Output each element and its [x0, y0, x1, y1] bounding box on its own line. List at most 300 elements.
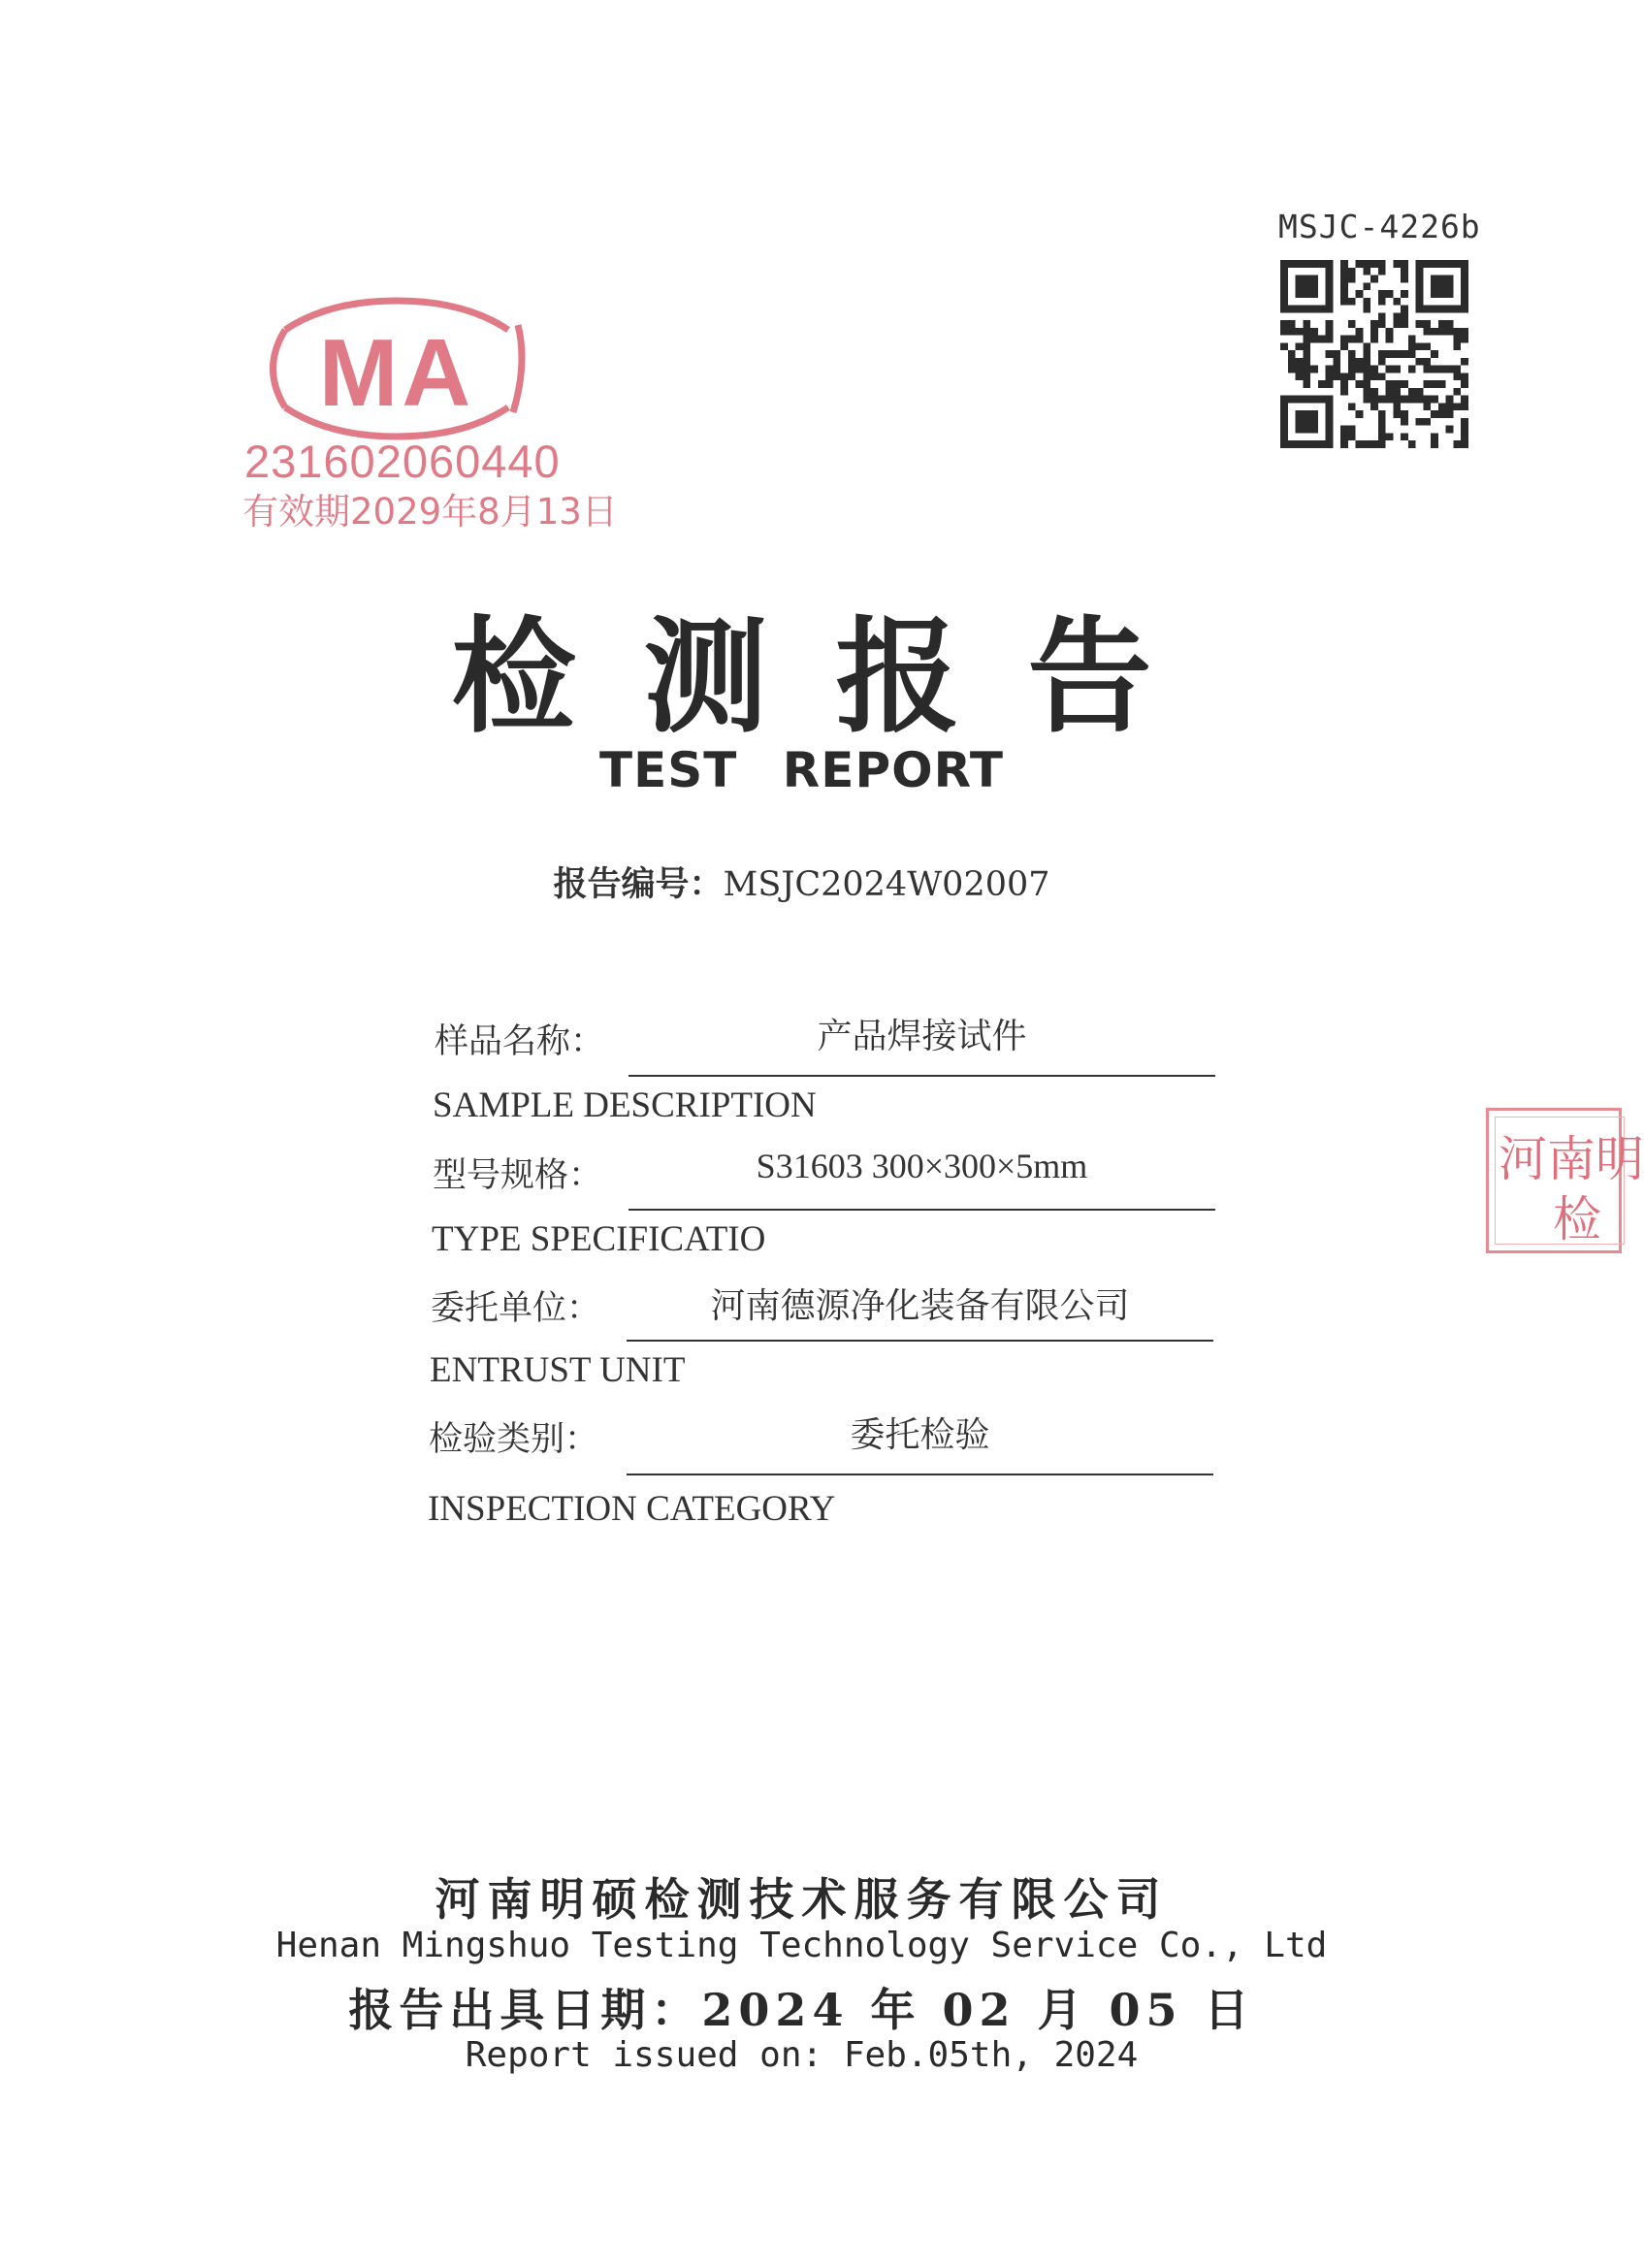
- qr-module: [1461, 418, 1468, 426]
- qr-module: [1370, 440, 1378, 448]
- qr-module: [1423, 320, 1431, 328]
- qr-module: [1378, 350, 1386, 358]
- qr-module: [1296, 342, 1304, 350]
- qr-module: [1431, 380, 1438, 388]
- qr-module: [1363, 358, 1370, 366]
- qr-module: [1303, 426, 1310, 434]
- qr-module: [1416, 418, 1424, 426]
- qr-module: [1310, 426, 1318, 434]
- qr-module: [1303, 410, 1310, 418]
- qr-module: [1318, 336, 1326, 343]
- qr-module: [1401, 433, 1408, 440]
- qr-module: [1378, 373, 1386, 380]
- qr-module: [1363, 282, 1370, 290]
- qr-module: [1438, 282, 1446, 290]
- qr-module: [1326, 403, 1334, 410]
- qr-module: [1363, 260, 1370, 268]
- qr-module: [1340, 260, 1348, 268]
- qr-module: [1288, 440, 1296, 448]
- qr-module: [1453, 336, 1461, 343]
- qr-module: [1438, 306, 1446, 313]
- qr-module: [1461, 358, 1468, 366]
- issue-date-cn: 报告出具日期：2024 年 02 月 05 日: [348, 1984, 1255, 2036]
- qr-module: [1438, 290, 1446, 298]
- qr-module: [1280, 440, 1288, 448]
- qr-module: [1303, 336, 1310, 343]
- qr-module: [1378, 268, 1386, 275]
- inspection-category-value: 委托检验: [850, 1415, 990, 1455]
- qr-module: [1296, 418, 1304, 426]
- qr-module: [1431, 328, 1438, 336]
- qr-module: [1356, 260, 1364, 268]
- qr-module: [1378, 358, 1386, 366]
- qr-module: [1438, 328, 1446, 336]
- qr-module: [1401, 418, 1408, 426]
- qr-module: [1326, 282, 1334, 290]
- qr-module: [1303, 380, 1310, 388]
- qr-module: [1461, 380, 1468, 388]
- qr-module: [1363, 388, 1370, 396]
- qr-module: [1453, 328, 1461, 336]
- qr-module: [1310, 418, 1318, 426]
- cma-certification-seal: [237, 291, 618, 534]
- entrust-unit-label: 委托单位：: [431, 1289, 601, 1328]
- qr-module: [1280, 426, 1288, 434]
- qr-module: [1438, 366, 1446, 373]
- qr-code-icon: [1280, 260, 1468, 448]
- qr-module: [1453, 260, 1461, 268]
- qr-module: [1446, 396, 1454, 404]
- qr-module: [1296, 410, 1304, 418]
- qr-module: [1363, 440, 1370, 448]
- entrust-unit-en-label: ENTRUST UNIT: [430, 1350, 686, 1390]
- qr-module: [1461, 328, 1468, 336]
- qr-module: [1446, 366, 1454, 373]
- qr-module: [1423, 342, 1431, 350]
- qr-module: [1370, 320, 1378, 328]
- qr-module: [1296, 373, 1304, 380]
- qr-module: [1386, 433, 1394, 440]
- qr-module: [1348, 350, 1356, 358]
- qr-module: [1303, 290, 1310, 298]
- qr-module: [1378, 396, 1386, 404]
- qr-module: [1401, 312, 1408, 320]
- qr-module: [1461, 260, 1468, 268]
- qr-module: [1431, 410, 1438, 418]
- qr-module: [1393, 380, 1401, 388]
- qr-module: [1461, 298, 1468, 306]
- qr-module: [1296, 358, 1304, 366]
- qr-module: [1303, 320, 1310, 328]
- type-spec-underline: [629, 1209, 1215, 1211]
- qr-module: [1431, 433, 1438, 440]
- side-seal-line2: 检: [1553, 1191, 1601, 1247]
- type-specification-label: TYPE SPECIFICATIO: [432, 1219, 766, 1259]
- qr-module: [1363, 298, 1370, 306]
- qr-module: [1363, 306, 1370, 313]
- entrust-unit-underline: [627, 1340, 1213, 1342]
- qr-module: [1326, 366, 1334, 373]
- qr-module: [1363, 396, 1370, 404]
- qr-module: [1348, 433, 1356, 440]
- inspection-category-en-label: INSPECTION CATEGORY: [428, 1489, 836, 1529]
- qr-module: [1280, 418, 1288, 426]
- qr-module: [1393, 350, 1401, 358]
- qr-module: [1401, 380, 1408, 388]
- sample-name-underline: [629, 1075, 1215, 1077]
- qr-module: [1461, 275, 1468, 283]
- qr-module: [1303, 306, 1310, 313]
- qr-module: [1356, 336, 1364, 343]
- qr-module: [1378, 440, 1386, 448]
- qr-module: [1340, 298, 1348, 306]
- qr-module: [1386, 366, 1394, 373]
- qr-module: [1386, 396, 1394, 404]
- qr-module: [1453, 373, 1461, 380]
- qr-module: [1280, 320, 1288, 328]
- qr-module: [1310, 410, 1318, 418]
- qr-module: [1401, 410, 1408, 418]
- qr-module: [1340, 282, 1348, 290]
- qr-module: [1280, 282, 1288, 290]
- qr-module: [1408, 366, 1416, 373]
- qr-module: [1326, 433, 1334, 440]
- qr-module: [1370, 336, 1378, 343]
- qr-module: [1393, 320, 1401, 328]
- qr-module: [1303, 358, 1310, 366]
- qr-module: [1348, 403, 1356, 410]
- qr-module: [1333, 366, 1340, 373]
- qr-module: [1326, 328, 1334, 336]
- qr-module: [1423, 380, 1431, 388]
- qr-module: [1326, 380, 1334, 388]
- qr-module: [1280, 403, 1288, 410]
- qr-module: [1280, 410, 1288, 418]
- qr-module: [1386, 290, 1394, 298]
- qr-module: [1370, 373, 1378, 380]
- sample-description-label: SAMPLE DESCRIPTION: [433, 1085, 817, 1125]
- qr-module: [1326, 260, 1334, 268]
- qr-module: [1461, 433, 1468, 440]
- entrust-unit-value: 河南德源净化装备有限公司: [710, 1286, 1130, 1326]
- qr-module: [1438, 260, 1446, 268]
- qr-module: [1303, 275, 1310, 283]
- cma-validity: 有效期2029年8月13日: [242, 491, 618, 533]
- qr-module: [1280, 433, 1288, 440]
- qr-module: [1280, 396, 1288, 404]
- qr-module: [1348, 358, 1356, 366]
- qr-module: [1348, 426, 1356, 434]
- qr-module: [1326, 320, 1334, 328]
- qr-module: [1438, 275, 1446, 283]
- qr-module: [1340, 426, 1348, 434]
- qr-module: [1378, 433, 1386, 440]
- qr-module: [1431, 396, 1438, 404]
- qr-module: [1333, 350, 1340, 358]
- qr-module: [1423, 418, 1431, 426]
- qr-module: [1408, 388, 1416, 396]
- qr-module: [1416, 260, 1424, 268]
- qr-module: [1310, 306, 1318, 313]
- qr-module: [1393, 403, 1401, 410]
- qr-module: [1280, 306, 1288, 313]
- qr-module: [1326, 336, 1334, 343]
- qr-module: [1393, 260, 1401, 268]
- qr-module: [1416, 275, 1424, 283]
- qr-module: [1401, 306, 1408, 313]
- qr-module: [1288, 396, 1296, 404]
- qr-module: [1296, 282, 1304, 290]
- qr-module: [1280, 275, 1288, 283]
- qr-module: [1408, 396, 1416, 404]
- qr-module: [1326, 298, 1334, 306]
- qr-module: [1326, 440, 1334, 448]
- qr-module: [1446, 306, 1454, 313]
- qr-module: [1348, 320, 1356, 328]
- qr-module: [1340, 290, 1348, 298]
- qr-module: [1288, 260, 1296, 268]
- qr-module: [1326, 350, 1334, 358]
- qr-module: [1453, 306, 1461, 313]
- qr-module: [1303, 350, 1310, 358]
- qr-module: [1326, 396, 1334, 404]
- qr-module: [1310, 290, 1318, 298]
- qr-module: [1318, 440, 1326, 448]
- sample-name-label: 样品名称：: [435, 1022, 605, 1061]
- qr-module: [1438, 380, 1446, 388]
- qr-module: [1280, 268, 1288, 275]
- qr-module: [1303, 373, 1310, 380]
- qr-module: [1310, 396, 1318, 404]
- company-name-en: Henan Mingshuo Testing Technology Service Co., Ltd: [275, 1926, 1328, 1965]
- qr-module: [1431, 290, 1438, 298]
- qr-module: [1453, 388, 1461, 396]
- qr-module: [1288, 306, 1296, 313]
- qr-module: [1340, 275, 1348, 283]
- qr-module: [1310, 282, 1318, 290]
- qr-module: [1378, 290, 1386, 298]
- qr-module: [1318, 380, 1326, 388]
- qr-module: [1363, 366, 1370, 373]
- qr-module: [1340, 440, 1348, 448]
- qr-module: [1393, 312, 1401, 320]
- qr-module: [1378, 312, 1386, 320]
- qr-module: [1446, 403, 1454, 410]
- qr-module: [1348, 298, 1356, 306]
- qr-module: [1340, 336, 1348, 343]
- report-number-value: MSJC2024W02007: [723, 865, 1050, 904]
- qr-module: [1416, 290, 1424, 298]
- qr-module: [1438, 410, 1446, 418]
- qr-module: [1461, 336, 1468, 343]
- qr-module: [1288, 366, 1296, 373]
- qr-module: [1378, 426, 1386, 434]
- qr-module: [1378, 260, 1386, 268]
- qr-module: [1446, 275, 1454, 283]
- sample-name-value: 产品焊接试件: [817, 1017, 1027, 1056]
- qr-module: [1386, 328, 1394, 336]
- qr-module: [1370, 275, 1378, 283]
- cma-number: 231602060440: [244, 436, 561, 487]
- qr-module: [1296, 260, 1304, 268]
- qr-module: [1363, 350, 1370, 358]
- qr-module: [1370, 366, 1378, 373]
- qr-module: [1356, 380, 1364, 388]
- qr-module: [1280, 290, 1288, 298]
- qr-module: [1401, 275, 1408, 283]
- qr-module: [1348, 268, 1356, 275]
- qr-module: [1461, 403, 1468, 410]
- qr-module: [1356, 410, 1364, 418]
- qr-module: [1310, 328, 1318, 336]
- qr-module: [1318, 396, 1326, 404]
- qr-module: [1401, 268, 1408, 275]
- qr-module: [1431, 366, 1438, 373]
- qr-module: [1416, 306, 1424, 313]
- qr-module: [1423, 306, 1431, 313]
- document-code: MSJC-4226b: [1278, 208, 1481, 245]
- qr-module: [1310, 440, 1318, 448]
- qr-module: [1416, 358, 1424, 366]
- inspection-category-underline: [627, 1474, 1213, 1475]
- qr-module: [1386, 380, 1394, 388]
- qr-module: [1453, 403, 1461, 410]
- qr-module: [1386, 388, 1394, 396]
- qr-module: [1348, 336, 1356, 343]
- qr-module: [1356, 358, 1364, 366]
- qr-module: [1303, 418, 1310, 426]
- qr-module: [1326, 373, 1334, 380]
- qr-module: [1378, 320, 1386, 328]
- qr-module: [1431, 306, 1438, 313]
- qr-module: [1326, 418, 1334, 426]
- qr-module: [1303, 282, 1310, 290]
- qr-module: [1423, 260, 1431, 268]
- qr-module: [1310, 260, 1318, 268]
- qr-module: [1333, 373, 1340, 380]
- qr-module: [1401, 350, 1408, 358]
- qr-module: [1446, 282, 1454, 290]
- qr-module: [1378, 418, 1386, 426]
- qr-module: [1303, 342, 1310, 350]
- qr-module: [1461, 268, 1468, 275]
- qr-module: [1461, 373, 1468, 380]
- qr-module: [1288, 358, 1296, 366]
- qr-module: [1280, 298, 1288, 306]
- type-spec-label: 型号规格：: [433, 1156, 603, 1195]
- qr-module: [1303, 396, 1310, 404]
- report-number: [0, 858, 1603, 906]
- qr-module: [1461, 426, 1468, 434]
- qr-module: [1296, 366, 1304, 373]
- qr-module: [1446, 426, 1454, 434]
- qr-module: [1348, 366, 1356, 373]
- issue-date-en: Report issued on: Feb.05th, 2024: [465, 2035, 1139, 2075]
- qr-module: [1416, 282, 1424, 290]
- qr-module: [1318, 306, 1326, 313]
- qr-module: [1326, 426, 1334, 434]
- qr-module: [1296, 306, 1304, 313]
- qr-module: [1370, 328, 1378, 336]
- qr-module: [1393, 396, 1401, 404]
- qr-module: [1378, 410, 1386, 418]
- qr-module: [1423, 358, 1431, 366]
- qr-module: [1438, 320, 1446, 328]
- qr-module: [1453, 440, 1461, 448]
- qr-module: [1446, 328, 1454, 336]
- qr-module: [1340, 388, 1348, 396]
- qr-module: [1431, 275, 1438, 283]
- qr-module: [1280, 260, 1288, 268]
- qr-module: [1438, 403, 1446, 410]
- qr-module: [1461, 306, 1468, 313]
- qr-module: [1416, 396, 1424, 404]
- qr-module: [1431, 350, 1438, 358]
- qr-module: [1296, 426, 1304, 434]
- report-title-cn: 检测报告: [451, 604, 1220, 750]
- qr-module: [1326, 268, 1334, 275]
- cma-mark: MA: [318, 319, 475, 426]
- qr-module: [1348, 373, 1356, 380]
- qr-module: [1401, 260, 1408, 268]
- qr-module: [1280, 328, 1288, 336]
- qr-module: [1446, 410, 1454, 418]
- qr-module: [1446, 290, 1454, 298]
- qr-module: [1370, 403, 1378, 410]
- qr-module: [1340, 373, 1348, 380]
- type-spec-value: S31603 300×300×5mm: [756, 1147, 1088, 1185]
- qr-module: [1296, 396, 1304, 404]
- qr-module: [1356, 366, 1364, 373]
- qr-module: [1378, 298, 1386, 306]
- qr-module: [1340, 433, 1348, 440]
- qr-module: [1386, 336, 1394, 343]
- qr-module: [1431, 260, 1438, 268]
- qr-module: [1296, 275, 1304, 283]
- qr-module: [1288, 328, 1296, 336]
- qr-module: [1296, 328, 1304, 336]
- qr-module: [1363, 342, 1370, 350]
- qr-module: [1416, 342, 1424, 350]
- qr-module: [1416, 388, 1424, 396]
- side-seal-line1: 河南明: [1499, 1131, 1644, 1187]
- qr-module: [1401, 320, 1408, 328]
- qr-module: [1340, 342, 1348, 350]
- qr-module: [1401, 396, 1408, 404]
- qr-module: [1326, 410, 1334, 418]
- qr-module: [1370, 260, 1378, 268]
- qr-module: [1356, 440, 1364, 448]
- qr-module: [1416, 320, 1424, 328]
- qr-module: [1461, 396, 1468, 404]
- qr-module: [1303, 260, 1310, 268]
- company-name-cn: 河南明硕检测技术服务有限公司: [435, 1873, 1169, 1926]
- qr-module: [1453, 342, 1461, 350]
- qr-module: [1393, 410, 1401, 418]
- qr-module: [1446, 260, 1454, 268]
- qr-module: [1303, 366, 1310, 373]
- qr-module: [1393, 366, 1401, 373]
- qr-module: [1280, 342, 1288, 350]
- qr-module: [1461, 440, 1468, 448]
- qr-module: [1423, 403, 1431, 410]
- qr-module: [1408, 440, 1416, 448]
- qr-module: [1393, 388, 1401, 396]
- qr-module: [1310, 366, 1318, 373]
- qr-module: [1408, 350, 1416, 358]
- qr-module: [1326, 290, 1334, 298]
- qr-module: [1423, 328, 1431, 336]
